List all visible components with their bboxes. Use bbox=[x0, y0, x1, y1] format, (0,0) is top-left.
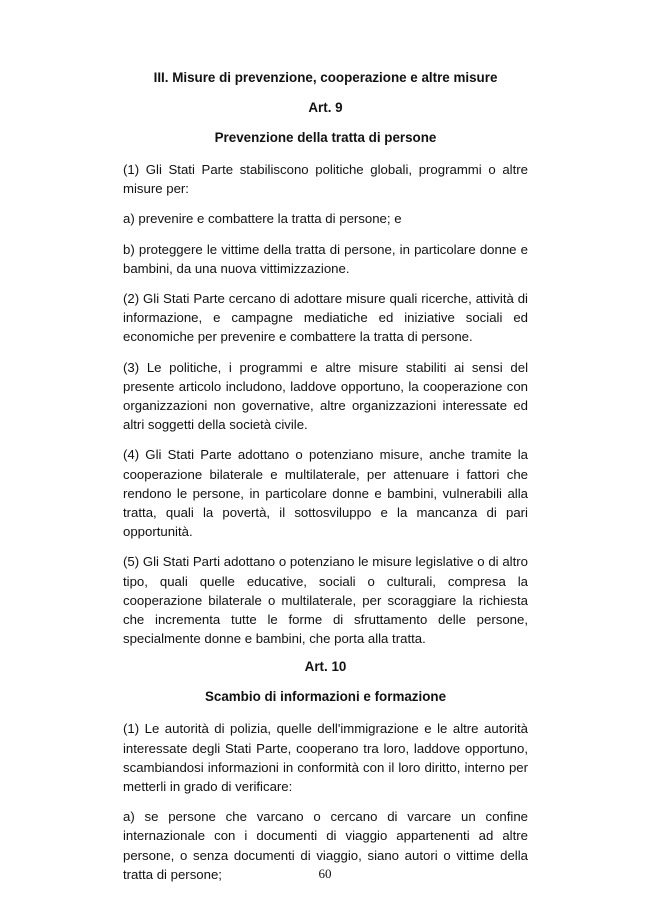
article-10-item-a: a) se persone che varcano o cercano di varcare un confine internazionale con i documenti di viaggio appartenenti ad altre persone, o senza documenti di viaggio, siano autori o vittime della tratta di persone; bbox=[123, 809, 528, 882]
article-9-paragraph-2: (2) Gli Stati Parte cercano di adottare misure quali ricerche, attività di informazione, e campagne mediatiche ed iniziative sociali ed economiche per prevenire e combattere la tratta di persone. bbox=[123, 291, 528, 345]
article-10-number: Art. 10 bbox=[304, 659, 347, 675]
article-9-item-b: b) proteggere le vittime della tratta di persone, in particolare donne e bambini, da una nuova vittimizzazione. bbox=[123, 241, 528, 276]
page-number: 60 bbox=[318, 866, 332, 881]
article-9-paragraph-5: (5) Gli Stati Parti adottano o potenziano le misure legislative o di altro tipo, quali quelle educative, sociali o culturali, compresa la cooperazione bilaterale o multilaterale, per scoraggiare la richiesta che incrementa tutte le forme di sfruttamento delle persone, specialmente donne e bambini, che porta alla tratta. bbox=[123, 554, 528, 647]
article-9-paragraph-1: (1) Gli Stati Parte stabiliscono politiche globali, programmi o altre misure per: bbox=[123, 162, 528, 197]
article-9-paragraph-4: (4) Gli Stati Parte adottano o potenziano misure, anche tramite la cooperazione bilaterale e multilaterale, per attenuare i fattori che rendono le persone, in particolare donne e bambini, vulnerabili alla tratta, quali la povertà, il sottosviluppo e la mancanza di pari opportunità. bbox=[123, 447, 528, 540]
article-10-paragraph-1: (1) Le autorità di polizia, quelle dell'immigrazione e le altre autorità interessate degli Stati Parte, cooperano tra loro, laddove opportuno, scambiandosi informazioni in conformità con il loro diritto, interno per metterli in grado di verificare: bbox=[123, 721, 528, 795]
document-page bbox=[123, 68, 528, 884]
article-9-title: Prevenzione della tratta di persone bbox=[214, 130, 437, 145]
article-9-number: Art. 9 bbox=[308, 100, 343, 115]
article-9-paragraph-3: (3) Le politiche, i programmi e altre misure stabiliti ai sensi del presente articolo includono, laddove opportuno, la cooperazione con organizzazioni non governative, altre organizzazioni interessate ed altri soggetti della società civile. bbox=[123, 359, 528, 433]
article-9-item-a: a) prevenire e combattere la tratta di persone; e bbox=[123, 211, 402, 227]
section-title: III. Misure di prevenzione, cooperazione e altre misure bbox=[153, 70, 498, 85]
article-10-title: Scambio di informazioni e formazione bbox=[204, 689, 447, 705]
